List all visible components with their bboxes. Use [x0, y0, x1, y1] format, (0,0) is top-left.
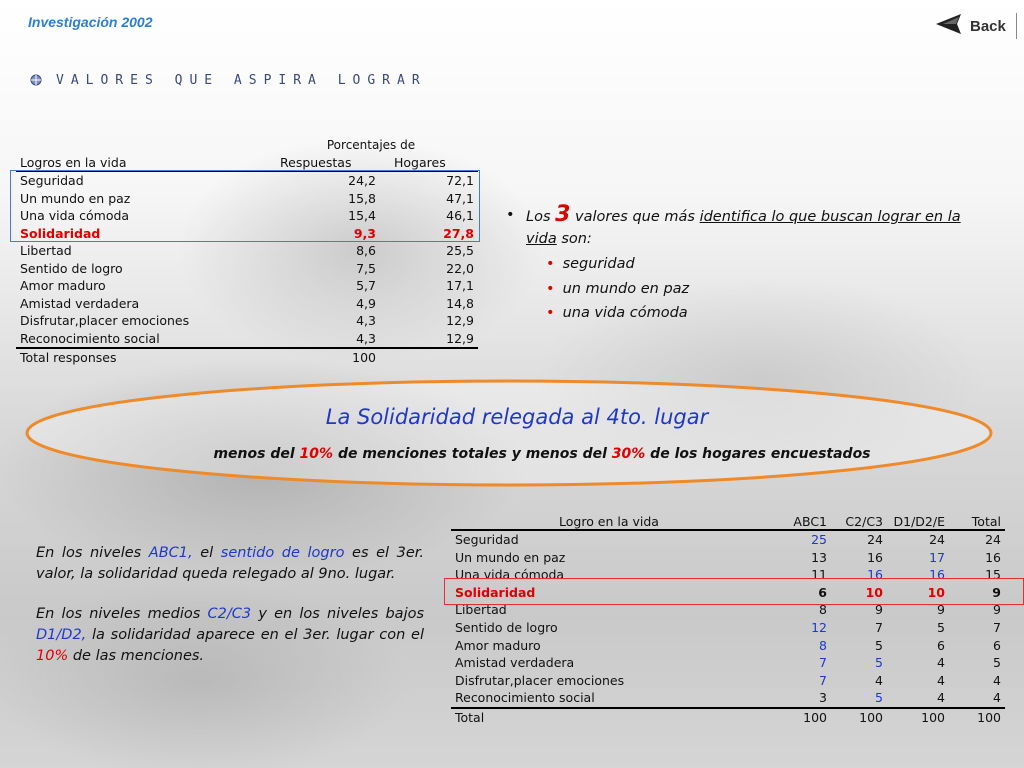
table-cell: 16 [929, 567, 945, 583]
back-arrow-icon [934, 13, 964, 39]
table-cell: 5 [937, 619, 945, 635]
table-row [451, 654, 1005, 672]
table-cell: 10 [865, 584, 883, 600]
table-cell: 5,7 [356, 278, 376, 293]
table-cell: 72,1 [446, 173, 474, 188]
table-row [16, 242, 478, 260]
table-cell: Seguridad [20, 173, 84, 188]
back-button[interactable] [934, 12, 1016, 40]
table-cell: Disfrutar,placer emociones [20, 313, 190, 328]
top-values-highlight-frame [10, 170, 480, 242]
table-cell: 5 [875, 690, 883, 706]
column-header: D1/D2/E [893, 513, 945, 529]
table-cell: 15,8 [348, 190, 376, 206]
table-row [451, 530, 1005, 549]
table-cell: Amistad verdadera [20, 295, 140, 311]
table-cell: 7 [819, 655, 827, 671]
table-cell: Solidaridad [455, 584, 536, 600]
table-cell: 24 [867, 532, 883, 547]
table-cell: Total [455, 709, 485, 725]
bullet-text: valores que más [575, 209, 695, 225]
table-total-row [451, 708, 1005, 727]
table-cell: 6 [818, 584, 827, 600]
callout-ellipse [24, 378, 994, 488]
table-cell: 24,2 [348, 173, 376, 188]
globe-icon [30, 71, 42, 90]
table-cell [380, 348, 478, 367]
column-header: Total [971, 513, 1001, 529]
table-row [451, 689, 1005, 708]
table-cell: 24 [985, 532, 1001, 547]
table-row [16, 295, 478, 313]
table-cell: Seguridad [455, 532, 519, 547]
table-cell: Un mundo en paz [455, 549, 566, 565]
column-header: Logros en la vida [20, 154, 127, 170]
table-cell: 7 [993, 619, 1001, 635]
table-cell: 12 [811, 619, 827, 635]
table-total-row [16, 348, 478, 367]
table-cell: 17 [929, 549, 945, 565]
table-cell: 3 [819, 690, 827, 706]
table-cell: 100 [352, 350, 376, 365]
callout-subtitle: menos del 10% de menciones totales y menos del 30% de los hogares encuestados [213, 446, 871, 462]
header-title: Investigación 2002 [28, 14, 153, 30]
table-row [16, 330, 478, 349]
table-cell: 100 [859, 709, 883, 725]
table-cell: 24 [929, 532, 945, 547]
bullet-underlined: identifica lo que buscan lograr en la vida [526, 209, 961, 247]
table-cell: 16 [985, 549, 1001, 565]
table-cell: 5 [875, 637, 883, 653]
table-cell: 9 [992, 584, 1001, 600]
table-cell: Reconocimiento social [455, 690, 595, 706]
column-header: Logro en la vida [559, 513, 659, 529]
column-header: ABC1 [793, 513, 827, 529]
table-cell: Una vida cómoda [20, 208, 130, 223]
table-cell: 25,5 [446, 243, 474, 258]
back-label: Back [970, 17, 1006, 35]
table-row [16, 312, 478, 330]
table-cell: 16 [867, 549, 883, 565]
bullet-number: 3 [555, 202, 571, 227]
table-cell: 13 [811, 549, 827, 565]
table-cell: 11 [811, 567, 827, 583]
bullet-text: Los [526, 209, 551, 225]
table-cell: 9 [937, 602, 945, 618]
bullet-main [506, 204, 984, 250]
table-cell: 5 [993, 655, 1001, 671]
table-cell: 12,9 [446, 313, 474, 328]
table-cell: 15 [985, 567, 1001, 583]
column-header: Respuestas [280, 154, 352, 170]
table-cell: 4 [993, 690, 1001, 706]
table-cell: 7,5 [356, 260, 376, 276]
table-row [16, 260, 478, 278]
table-cell: Reconocimiento social [20, 330, 160, 346]
table-cell: 4 [993, 672, 1001, 688]
table-cell: Total responses [20, 350, 117, 365]
callout-title: La Solidaridad relegada al 4to. lugar [325, 405, 709, 429]
table-cell: 100 [921, 709, 945, 725]
table-cell: Libertad [20, 243, 72, 258]
column-header: C2/C3 [845, 513, 883, 529]
table-cell: Libertad [455, 602, 507, 618]
table-cell: 7 [875, 619, 883, 635]
sub-bullet-list [546, 252, 984, 326]
table-cell: 8 [819, 602, 827, 618]
table-cell: 8 [819, 637, 827, 653]
paragraph: En los niveles ABC1, el sentido de logro es el 3er. valor, la solidaridad queda relegado al 9no. lugar. [36, 545, 425, 582]
list-item: • un mundo en paz [546, 280, 690, 297]
table-cell: Amor maduro [455, 637, 541, 653]
table-cell: 46,1 [446, 208, 474, 223]
table-cell: 100 [977, 709, 1001, 725]
table-cell: Un mundo en paz [20, 190, 131, 206]
table-row [451, 672, 1005, 690]
analysis-text [36, 543, 424, 686]
table-row [451, 619, 1005, 637]
table-cell: Solidaridad [20, 225, 101, 241]
table-cell: 5 [875, 655, 883, 671]
table-cell: 9,3 [353, 225, 376, 241]
table-cell: 4 [937, 655, 945, 671]
table-row [451, 549, 1005, 567]
table-row [451, 637, 1005, 655]
table-cell: 27,8 [443, 225, 474, 241]
table-cell: 4 [937, 672, 945, 688]
table-cell: 16 [867, 567, 883, 583]
section-heading [30, 71, 427, 90]
table-cell: 25 [811, 532, 827, 547]
section-title: VALORES QUE ASPIRA LOGRAR [56, 73, 427, 88]
table-cell: 4,9 [356, 295, 376, 311]
table-cell: 4 [875, 672, 883, 688]
table-cell: Sentido de logro [20, 260, 123, 276]
table-cell: 10 [927, 584, 945, 600]
table-cell: 7 [819, 672, 827, 688]
bullet-dot: • [506, 207, 515, 223]
table-cell: 4 [937, 690, 945, 706]
table-cell: Amistad verdadera [455, 655, 575, 671]
bullet-text: son: [561, 231, 592, 247]
table-cell: 22,0 [446, 260, 474, 276]
table-cell: Una vida cómoda [455, 567, 565, 583]
table-cell: Disfrutar,placer emociones [455, 672, 625, 688]
table-cell: 6 [937, 637, 945, 653]
values-by-level-table [451, 513, 1005, 727]
solidaridad-highlight-frame [444, 578, 1024, 605]
list-item: • seguridad [546, 256, 635, 272]
top-values-bullet-list [506, 204, 984, 326]
table-row [16, 277, 478, 295]
table1-group-header: Porcentajes de [326, 138, 416, 152]
table-cell: 14,8 [446, 295, 474, 311]
table-cell: 4,3 [356, 330, 376, 346]
table-cell: 9 [993, 602, 1001, 618]
table-cell: 6 [993, 637, 1001, 653]
paragraph: En los niveles medios C2/C3 y en los niveles bajos D1/D2, la solidaridad aparece en el 3er. lugar con el 10% de las menciones. [36, 606, 425, 664]
table-cell: Sentido de logro [455, 619, 558, 635]
table-cell: 17,1 [446, 278, 474, 293]
table-cell: 100 [803, 709, 827, 725]
table-cell: Amor maduro [20, 278, 106, 293]
table-cell: 47,1 [446, 190, 474, 206]
table-cell: 9 [875, 602, 883, 618]
list-item: • una vida cómoda [546, 305, 688, 321]
table-cell: 12,9 [446, 330, 474, 346]
column-header: Hogares [394, 154, 446, 170]
table-cell: 4,3 [356, 313, 376, 328]
table-cell: 8,6 [356, 243, 376, 258]
table-cell: 15,4 [348, 208, 376, 223]
